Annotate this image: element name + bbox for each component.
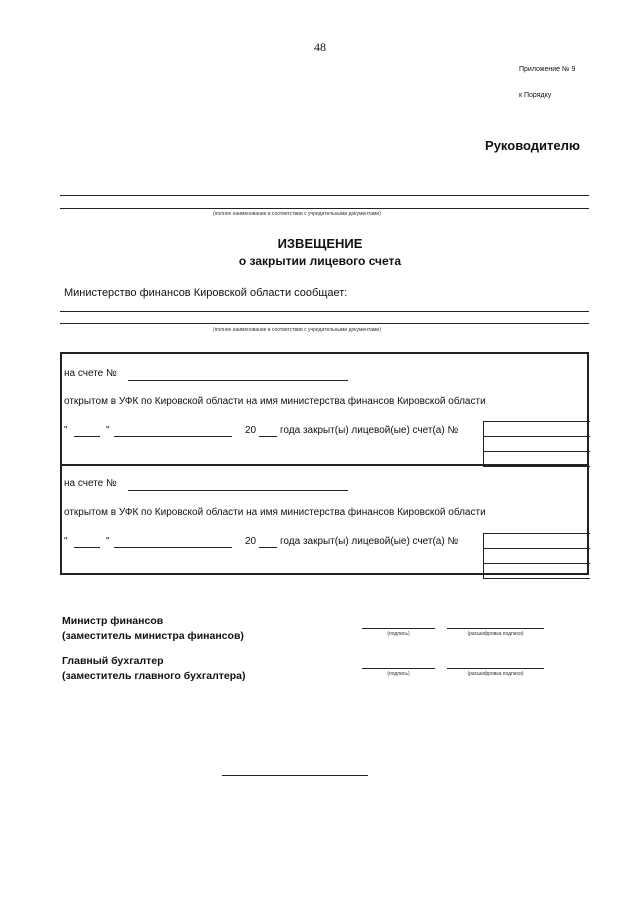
signature-decode-caption: (расшифровка подписи) <box>467 671 524 677</box>
account-number-grid[interactable] <box>483 533 590 579</box>
signature-caption: (подпись) <box>387 671 410 677</box>
organization-line-2[interactable] <box>60 323 589 324</box>
signatory-title: Министр финансов <box>62 615 164 627</box>
intro-text: Министерство финансов Кировской области сообщает: <box>64 287 348 299</box>
appendix-reference: к Порядку <box>519 92 552 99</box>
opened-text: открытом в УФК по Кировской области на имя министерства финансов Кировской области <box>64 396 486 407</box>
closed-text: года закрыт(ы) лицевой(ые) счет(а) № <box>280 425 459 436</box>
accounts-box <box>60 352 589 575</box>
signatory-deputy: (заместитель главного бухгалтера) <box>62 670 246 682</box>
appendix-number: Приложение № 9 <box>519 66 576 73</box>
addressee-line-2[interactable] <box>60 208 589 209</box>
year-prefix: 20 <box>245 425 257 436</box>
signature-decode-line[interactable] <box>447 668 544 669</box>
month-field[interactable] <box>114 436 232 437</box>
account-number-field[interactable] <box>128 490 348 491</box>
signatory-title: Главный бухгалтер <box>62 655 164 667</box>
year-prefix: 20 <box>245 536 257 547</box>
addressee-label: Руководителю <box>485 138 580 153</box>
document-subtitle: о закрытии лицевого счета <box>238 254 402 268</box>
signature-line[interactable] <box>362 668 435 669</box>
quote-open: " <box>64 536 68 547</box>
addressee-line-1[interactable] <box>60 195 589 196</box>
account-number-grid[interactable] <box>483 421 590 467</box>
account-label: на счете № <box>64 368 117 379</box>
quote-close: " <box>106 425 110 436</box>
quote-close: " <box>106 536 110 547</box>
organization-caption: (полное наименование в соответствии с учредительными документами) <box>213 327 381 333</box>
signature-decode-caption: (расшифровка подписи) <box>467 631 524 637</box>
day-field[interactable] <box>74 436 100 437</box>
day-field[interactable] <box>74 547 100 548</box>
year-field[interactable] <box>259 436 277 437</box>
document-title: ИЗВЕЩЕНИЕ <box>277 236 363 251</box>
closed-text: года закрыт(ы) лицевой(ые) счет(а) № <box>280 536 459 547</box>
signature-line[interactable] <box>362 628 435 629</box>
account-number-field[interactable] <box>128 380 348 381</box>
organization-line-1[interactable] <box>60 311 589 312</box>
account-label: на счете № <box>64 478 117 489</box>
bottom-line <box>222 775 368 776</box>
signatory-accountant <box>62 654 246 684</box>
signatory-deputy: (заместитель министра финансов) <box>62 630 244 642</box>
signature-decode-line[interactable] <box>447 628 544 629</box>
year-field[interactable] <box>259 547 277 548</box>
month-field[interactable] <box>114 547 232 548</box>
signature-caption: (подпись) <box>387 631 410 637</box>
page-number: 48 <box>314 40 326 54</box>
opened-text: открытом в УФК по Кировской области на имя министерства финансов Кировской области <box>64 507 486 518</box>
addressee-caption: (полное наименование в соответствии с учредительными документами) <box>213 211 381 217</box>
quote-open: " <box>64 425 68 436</box>
signatory-minister <box>62 614 244 644</box>
